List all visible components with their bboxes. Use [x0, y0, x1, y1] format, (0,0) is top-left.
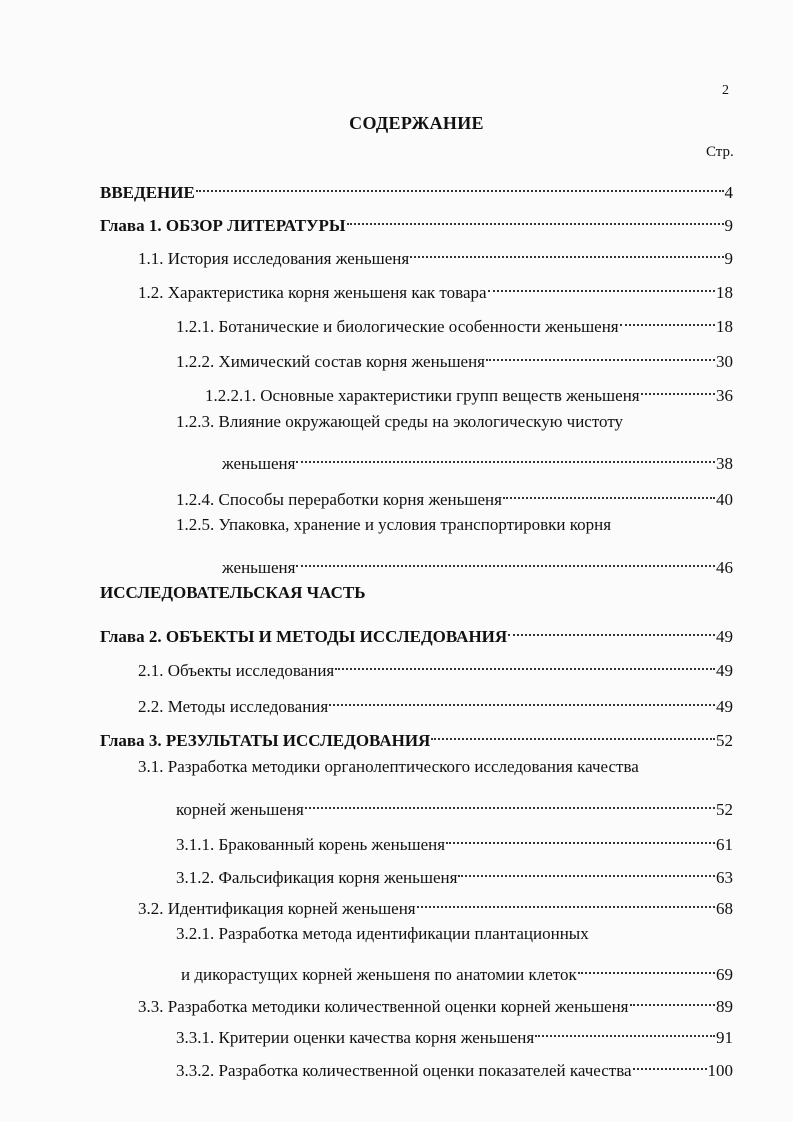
- toc-entry-text: 3.3. Разработка методики количественной оценки корней женьшеня: [138, 997, 629, 1016]
- toc-entry-page: 9: [724, 216, 733, 235]
- toc-entry-page: 18: [716, 317, 733, 336]
- dot-leader: [633, 1044, 707, 1070]
- dot-leader: [446, 818, 715, 844]
- dot-leader: [417, 882, 715, 908]
- toc-entry-page: 4: [724, 183, 733, 202]
- toc-entry-text: Глава 1. ОБЗОР ЛИТЕРАТУРЫ: [100, 216, 346, 235]
- toc-entry-text: 3.2.1. Разработка метода идентификации плантационных: [176, 924, 589, 943]
- toc-entry: [176, 306, 733, 336]
- toc-entry-text: 1.2.3. Влияние окружающей среды на экологическую чистоту: [176, 412, 624, 431]
- toc-entry-text: ВВЕДЕНИЕ: [100, 183, 195, 202]
- toc-entry-page: 49: [716, 661, 733, 680]
- toc-entry-page: 18: [716, 283, 733, 302]
- toc-entry-text: 3.1. Разработка методики органолептического исследования качества: [138, 757, 639, 776]
- toc-entry-text: 3.1.2. Фальсификация корня женьшеня: [176, 868, 458, 887]
- dot-leader: [347, 199, 724, 225]
- toc-entry-page: 49: [716, 627, 733, 646]
- toc-entry-page: 69: [716, 965, 733, 984]
- toc-entry: [138, 986, 733, 1016]
- toc-entry-page: 63: [716, 868, 733, 887]
- dot-leader: [458, 851, 715, 877]
- dot-leader: [641, 369, 715, 395]
- dot-leader: [296, 541, 715, 567]
- toc-entry: [222, 547, 733, 577]
- toc-entry-text: 3.3.1. Критерии оценки качества корня женьшеня: [176, 1028, 535, 1047]
- page-title: СОДЕРЖАНИЕ: [349, 113, 484, 133]
- dot-leader: [410, 232, 723, 258]
- toc-entry-page: 49: [716, 697, 733, 716]
- toc-entry-page: 52: [716, 731, 733, 750]
- dot-leader: [486, 335, 715, 361]
- toc-entry-page: 68: [716, 899, 733, 918]
- section-heading-research: ИССЛЕДОВАТЕЛЬСКАЯ ЧАСТЬ: [100, 583, 366, 602]
- toc-entry-text: 2.2. Методы исследования: [138, 697, 329, 716]
- toc-entry-text: 3.2. Идентификация корней женьшеня: [138, 899, 416, 918]
- toc-entry: [176, 1017, 733, 1047]
- toc-entry-text: женьшеня: [222, 558, 296, 577]
- dot-leader: [296, 437, 715, 463]
- toc-entry: [138, 238, 733, 268]
- dot-leader: [630, 980, 715, 1006]
- toc-entry-text: женьшеня: [222, 454, 296, 473]
- toc-entry: [138, 650, 733, 680]
- toc-entry: [138, 272, 733, 302]
- toc-entry-introduction: [100, 172, 733, 202]
- dot-leader: [620, 300, 715, 326]
- toc-entry-page: 40: [716, 490, 733, 509]
- toc-entry-text: 1.1. История исследования женьшеня: [138, 249, 410, 268]
- toc-entry-page: 52: [716, 800, 733, 819]
- toc-entry: [176, 857, 733, 887]
- toc-entry-page: 30: [716, 352, 733, 371]
- page-column-label: Стр.: [706, 144, 734, 160]
- toc-entry: [176, 479, 733, 509]
- toc-entry-text: 1.2.2. Химический состав корня женьшеня: [176, 352, 486, 371]
- toc-entry-chapter-2: [100, 616, 733, 646]
- toc-entry-text: 1.2.1. Ботанические и биологические особенности женьшеня: [176, 317, 619, 336]
- toc-entry-text: Глава 3. РЕЗУЛЬТАТЫ ИССЛЕДОВАНИЯ: [100, 731, 431, 750]
- dot-leader: [508, 610, 715, 636]
- dot-leader: [329, 680, 715, 706]
- toc-entry: [138, 888, 733, 918]
- toc-entry-page: 38: [716, 454, 733, 473]
- toc-entry: [222, 443, 733, 473]
- toc-entry-text: 2.1. Объекты исследования: [138, 661, 335, 680]
- dot-leader: [578, 948, 715, 974]
- dot-leader: [535, 1011, 715, 1037]
- toc-entry-text: и дикорастущих корней женьшеня по анатомии клеток: [181, 965, 577, 984]
- toc-entry: [205, 375, 733, 405]
- toc-entry-page: 36: [716, 386, 733, 405]
- toc-entry: [176, 1050, 733, 1080]
- dot-leader: [196, 166, 724, 192]
- toc-entry-chapter-1: [100, 205, 733, 235]
- toc-entry-text: 3.3.2. Разработка количественной оценки показателей качества: [176, 1061, 632, 1080]
- toc-entry-text: корней женьшеня: [176, 800, 304, 819]
- dot-leader: [335, 644, 715, 670]
- toc-entry: [176, 789, 733, 819]
- dot-leader: [503, 473, 715, 499]
- dot-leader: [488, 266, 715, 292]
- toc-entry: [138, 686, 733, 716]
- toc-entry-text: 3.1.1. Бракованный корень женьшеня: [176, 835, 446, 854]
- toc-entry-page: 9: [724, 249, 733, 268]
- dot-leader: [431, 714, 715, 740]
- toc-entry-text: 1.2.5. Упаковка, хранение и условия транспортировки корня: [176, 515, 612, 534]
- dot-leader: [305, 783, 715, 809]
- toc-entry-text: 1.2.4. Способы переработки корня женьшеня: [176, 490, 502, 509]
- toc-entry: [181, 954, 733, 984]
- toc-entry: [176, 824, 733, 854]
- toc-entry: [176, 341, 733, 371]
- toc-entry-chapter-3: [100, 720, 733, 750]
- toc-entry-page: 61: [716, 835, 733, 854]
- toc-entry-page: 100: [707, 1061, 733, 1080]
- toc-entry-page: 91: [716, 1028, 733, 1047]
- toc-entry-text: Глава 2. ОБЪЕКТЫ И МЕТОДЫ ИССЛЕДОВАНИЯ: [100, 627, 508, 646]
- page-number: 2: [722, 83, 729, 98]
- toc-entry-text: 1.2.2.1. Основные характеристики групп веществ женьшеня: [205, 386, 640, 405]
- toc-entry-text: 1.2. Характеристика корня женьшеня как товара: [138, 283, 487, 302]
- toc-entry-page: 46: [716, 558, 733, 577]
- toc-entry-page: 89: [716, 997, 733, 1016]
